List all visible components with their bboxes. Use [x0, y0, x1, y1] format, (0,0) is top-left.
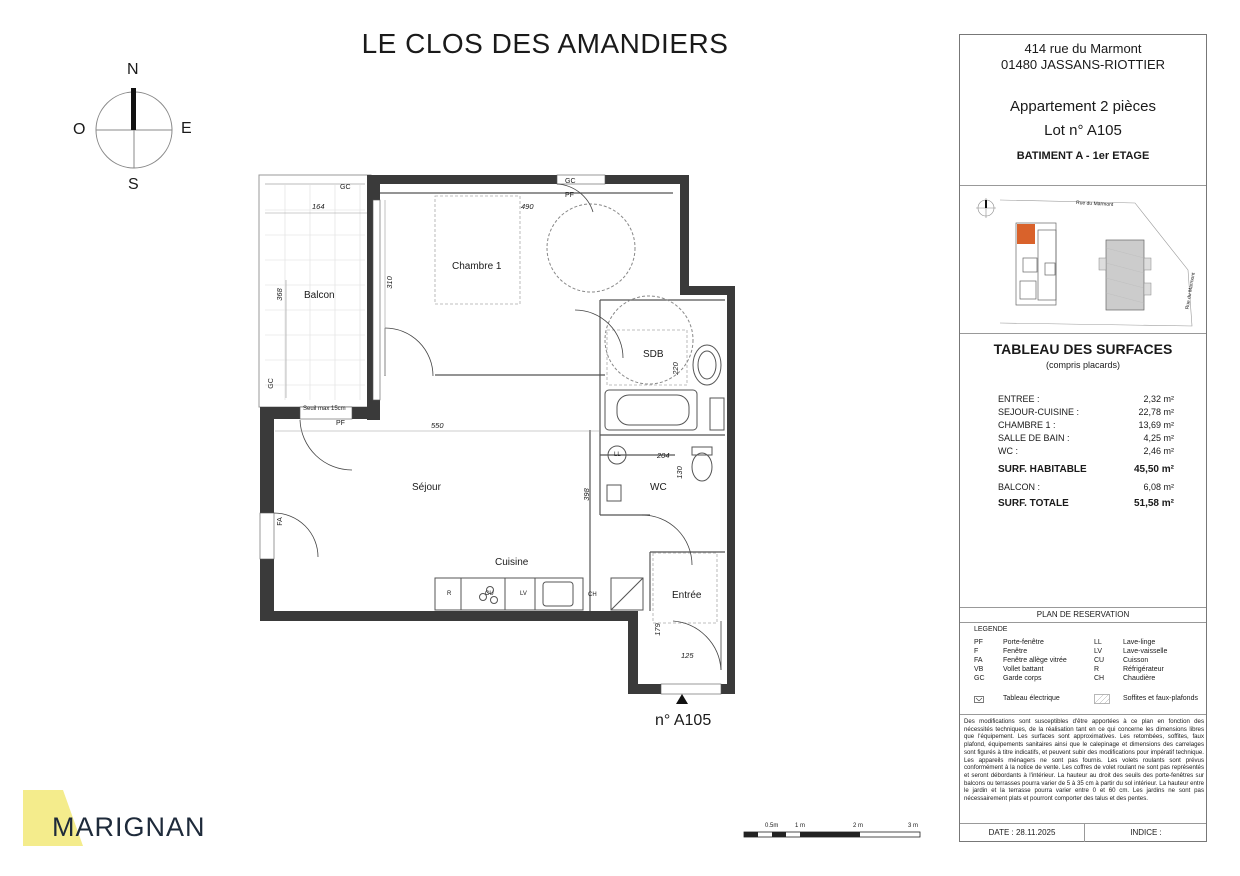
address-line-1: 414 rue du Marmont: [1024, 41, 1142, 56]
surface-row: SALLE DE BAIN : 4,25 m²: [998, 433, 1174, 443]
legend-soffites: Soffites et faux-plafonds: [1094, 695, 1206, 705]
legend-item: GC Garde corps: [974, 675, 1042, 682]
plan-reservation: PLAN DE RESERVATION: [1036, 610, 1130, 619]
dim-chambre-width: 490: [521, 202, 534, 211]
label-r: R: [447, 591, 452, 597]
compass: [90, 60, 180, 195]
floor-plan-drawing: [255, 170, 745, 710]
legend-item: CU Cuisson: [1094, 657, 1149, 664]
dim-sejour-height: 398: [581, 488, 591, 501]
building-floor: BATIMENT A - 1er ETAGE: [1016, 150, 1150, 162]
surface-row: SEJOUR-CUISINE : 22,78 m²: [998, 407, 1174, 417]
surface-habitable: SURF. HABITABLE 45,50 m²: [998, 464, 1174, 475]
lot-number: Lot n° A105: [1044, 122, 1122, 139]
dim-entree-height: 179: [652, 623, 662, 636]
label-ll: LL: [614, 452, 621, 458]
compass-north: N: [127, 61, 139, 78]
label-gc-side: GC: [267, 378, 275, 389]
compass-west: O: [73, 121, 86, 138]
label-cu: CU: [485, 591, 494, 597]
surfaces-title: TABLEAU DES SURFACES: [993, 341, 1173, 357]
room-cuisine: Cuisine: [495, 557, 529, 568]
legend-item: R Réfrigérateur: [1094, 666, 1164, 673]
scale-label-2: 2 m: [853, 823, 864, 829]
label-ch: CH: [588, 592, 597, 598]
legend-item: LV Lave-vaisselle: [1094, 648, 1168, 655]
site-plan: [960, 188, 1206, 331]
divider: [960, 185, 1206, 186]
unit-number: n° A105: [655, 712, 712, 729]
info-panel: [959, 34, 1207, 842]
legend-item: LL Lave-linge: [1094, 639, 1156, 646]
dim-sdb-height: 220: [670, 362, 680, 375]
date: DATE : 28.11.2025: [988, 828, 1056, 837]
room-sdb: SDB: [643, 349, 664, 360]
divider: [960, 714, 1206, 715]
floor-plan: [255, 170, 745, 710]
site-street-right: Rue du Marmont: [1184, 272, 1197, 310]
dim-balcon-width: 164: [312, 202, 325, 211]
scale-bar: [743, 822, 923, 842]
dim-sejour-width: 550: [431, 421, 444, 430]
surfaces-subtitle: (compris placards): [1045, 360, 1121, 370]
label-fa: FA: [276, 517, 284, 526]
legend-electrical: Tableau électrique: [974, 695, 1084, 705]
divider: [960, 607, 1206, 608]
apartment-info: [960, 95, 1206, 143]
label-seuil: Seuil max 15cm: [303, 406, 346, 412]
compass-east: E: [181, 120, 192, 137]
address: [960, 41, 1206, 73]
dim-chambre-height: 310: [384, 276, 394, 289]
room-balcon: Balcon: [304, 290, 335, 301]
scale-label-1: 1 m: [795, 823, 806, 829]
surface-balcon: BALCON : 6,08 m²: [998, 482, 1174, 492]
legend-item: FA Fenêtre allège vitrée: [974, 657, 1067, 664]
page-title: LE CLOS DES AMANDIERS: [361, 28, 729, 59]
label-gc-chambre: GC: [565, 178, 576, 185]
legend-title: LEGENDE: [974, 626, 1008, 633]
dim-balcon-height: 368: [274, 288, 284, 301]
site-plan-highlight: [1017, 224, 1035, 244]
site-plan-drawing: [960, 188, 1206, 331]
indice: INDICE :: [1130, 828, 1162, 837]
dim-wc-width: 204: [657, 451, 670, 460]
scale-label-3: 3 m: [908, 823, 919, 829]
label-gc-balcon: GC: [340, 184, 351, 191]
compass-south: S: [128, 176, 139, 193]
divider: [960, 823, 1206, 824]
surface-row: ENTREE : 2,32 m²: [998, 394, 1174, 404]
label-lv: LV: [520, 591, 527, 597]
surface-row: CHAMBRE 1 : 13,69 m²: [998, 420, 1174, 430]
dim-entree-width: 125: [681, 651, 694, 660]
scale-label-05: 0.5m: [765, 823, 779, 829]
surface-row: WC : 2,46 m²: [998, 446, 1174, 456]
legend-item: PF Porte-fenêtre: [974, 639, 1044, 646]
logo-text: MARIGNAN: [52, 812, 206, 842]
surface-totale: SURF. TOTALE 51,58 m²: [998, 498, 1174, 509]
room-sejour: Séjour: [412, 482, 441, 493]
dim-wc-height: 130: [674, 466, 684, 479]
disclaimer-text: Des modifications sont susceptibles d'être apportées à ce plan en fonction des nécessités techniques, de la réalisation tant en ce qui concerne les dimensions libres que l'équipement. Les surfaces sont approximatives. Les retombées, soffites, faux plafond, équipements sanitaires ainsi que le calepinage et dimensions des carrelages sont figurés à titre indicatifs, et peuvent subir des modifications pour impératif technique. Les appareils ménagers ne sont pas fournis. Les volets roulants sont prévus conformément à la notice de vente. Les coffres de volet roulant ne sont pas représentés et seront débordants à l'intérieur. La hauteur au droit des seuils des porte-fenêtres sur balcons ou terrasses pourra varier de 5 à 35 cm à partir du sol intérieur. La hauteur entre le jardin et la terrasse pourra varier entre 0 et 60 cm. Les jardins ne sont pas nécessairement plats et pourront comporter des talus et des pentes.: [964, 718, 1204, 803]
room-chambre: Chambre 1: [452, 261, 502, 272]
apartment-type: Appartement 2 pièces: [1010, 98, 1156, 115]
divider: [960, 622, 1206, 623]
electrical-panel-icon: [974, 696, 984, 705]
room-wc: WC: [650, 482, 667, 493]
label-pf-sejour: PF: [336, 420, 345, 427]
legend-item: F Fenêtre: [974, 648, 1028, 655]
legend-item: CH Chaudière: [1094, 675, 1156, 682]
site-street-top: Rue du Marmont: [1075, 200, 1114, 208]
compass-rose-icon: [90, 60, 180, 195]
room-entree: Entrée: [672, 590, 702, 601]
divider: [960, 333, 1206, 334]
hatch-icon: [1094, 694, 1110, 706]
label-pf-chambre: PF: [565, 192, 574, 199]
address-line-2: 01480 JASSANS-RIOTTIER: [1001, 57, 1165, 72]
legend-item: VB Vollet battant: [974, 666, 1044, 673]
